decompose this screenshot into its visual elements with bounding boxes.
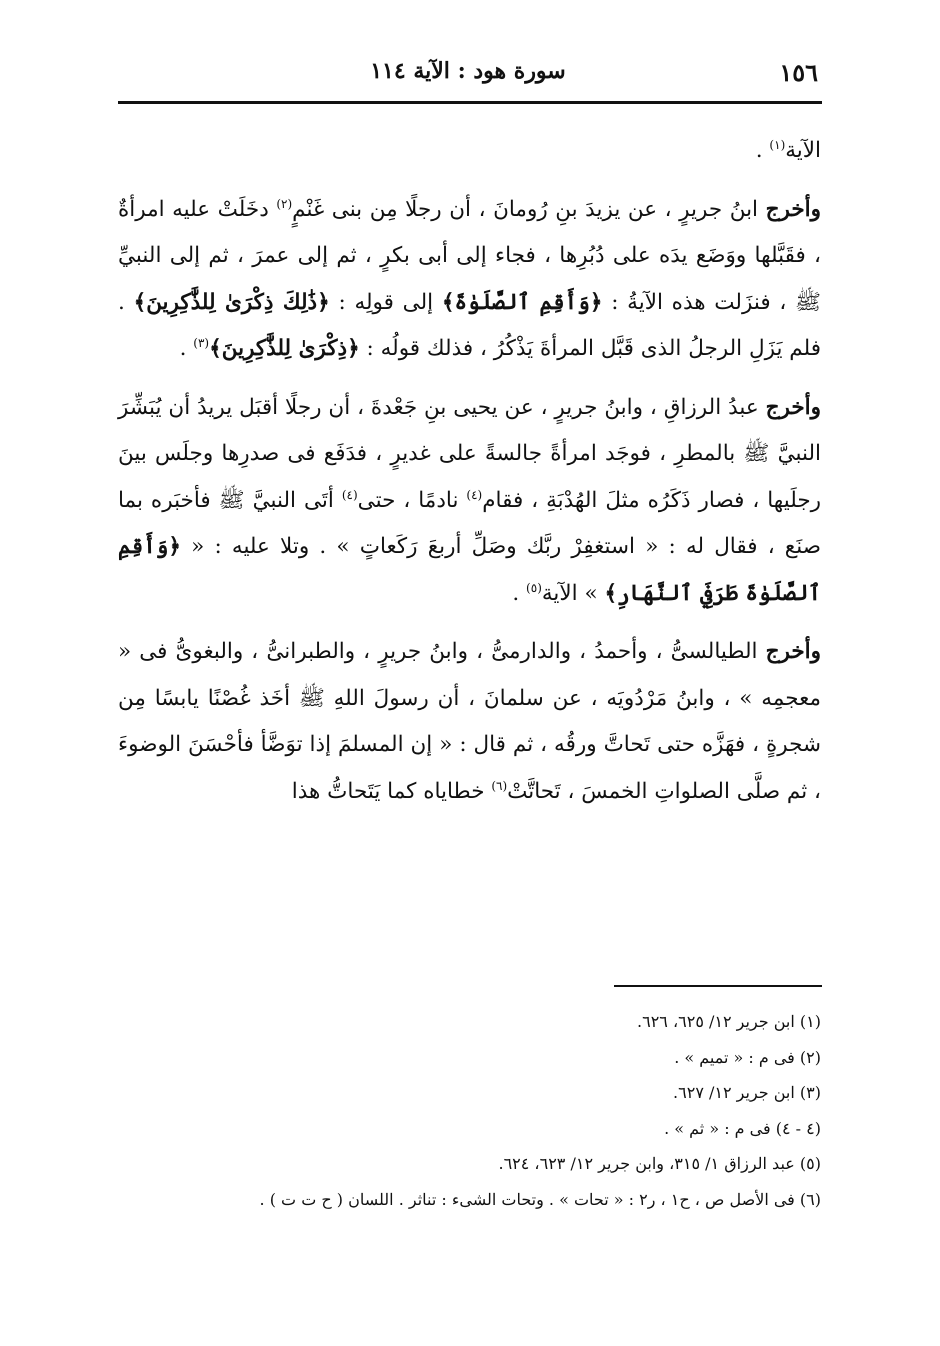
footnote-ref: (٢) [276,196,293,211]
footnote-ref: (١) [769,137,786,152]
text: دخَلَتْ عليه امرأةٌ ، فقَبَّلها ووَضَع يدَه على دُبُرِها ، فجاء إلى أبى بكرٍ ، ثم إلى عمرَ ، ثم إلى النبيِّ ﷺ ، فنزَلت هذه الآيةُ : [118,196,821,315]
footnote-4: (٤ - ٤) فى م : « ثم » . [664,1118,821,1138]
paragraph-3 [118,385,821,618]
footnote-1: (١) ابن جرير ١٢/ ٦٢٥، ٦٢٦. [637,1012,821,1031]
footnote-5: (٥) عبد الرزاق ١/ ٣١٥، وابن جرير ١٢/ ٦٢٣، ٦٢٤. [498,1154,821,1173]
footnotes [118,1004,821,1217]
text: خطاياه كما يَتَحاتُّ هذا [291,778,492,804]
footnote-2: (٢) فى م : « تميم » . [674,1047,821,1067]
text: . فلم يَزَلِ الرجلُ الذى قَبَّل المرأةَ يَذْكُرُ ، فذلك قولُه : [118,289,821,361]
footnote-6: (٦) فى الأصل ص ، ح١ ، ر٢ : « تحات » . وتحات الشىء : تناثر . اللسان ( ح ت ت ) . [259,1189,821,1209]
paragraph-4 [118,629,821,815]
text: الطيالسىُّ ، وأحمدُ ، والدارمىُّ ، وابنُ جريرٍ ، والطبرانىُّ ، والبغوىُّ فى « معجمِه » ، وابنُ مَرْدُويَه ، عن سلمانَ ، أن رسولَ اللهِ ﷺ أخَذ غُصْنًا يابسًا مِن شجرةٍ ، فهَزَّه حتى تَحاتَّ ورقُه ، ثم قال : « إن المسلمَ إذا توَضَّأ فأحْسَنَ الوضوءَ ، ثم صلَّى الصلواتِ الخمسَ ، تَحاتَّتْ [118,639,821,804]
paragraph-1 [118,128,821,175]
header-rule [118,101,822,104]
text: . [755,138,770,163]
text: أتَى النبيَّ ﷺ فأخبَره بما صنَع ، فقال له : « استغفِرْ ربَّك وصَلِّ أربعَ رَكَعاتٍ » . وتلا عليه : « [118,487,821,559]
footnote-ref: (٤) [466,487,483,502]
footnote-ref: (٦) [491,778,508,793]
footnote-ref: (٣) [193,335,210,350]
lead-word: وأخرج [765,639,821,664]
running-title: سورة هود : الآية ١١٤ [370,58,566,84]
quran-quote: ﴿وَأَقِمِ ٱلصَّلَوٰةَ﴾ [441,289,603,315]
lead-word: وأخرج [765,394,821,420]
quran-quote: ﴿ذَٰلِكَ ذِكْرَىٰ لِلذَّٰكِرِينَ﴾ [133,289,330,315]
page-number: ١٥٦ [779,58,818,87]
paragraph-2 [118,187,821,373]
quran-quote: ﴿وَأَقِمِ ٱلصَّلَوٰةَ طَرَفَيِ ٱلنَّهَارِ﴾ [118,534,821,606]
quran-quote: ﴿ذِكْرَىٰ لِلذَّٰكِرِينَ﴾ [209,336,360,361]
main-text [118,128,821,815]
page-header [118,52,818,96]
text: » الآية [541,580,605,606]
text: إلى قولِه : [329,289,442,315]
lead-word: وأخرج [765,196,821,222]
footnote-rule [614,985,822,987]
footnote-3: (٣) ابن جرير ١٢/ ٦٢٧. [673,1083,821,1102]
text: ابنُ جريرٍ ، عن يزيدَ بنِ رُومانَ ، أن رجلًا مِن بنى غَنْمٍ [292,196,766,222]
footnote-ref: (٤) [341,487,358,502]
text: نادمًا ، حتى [357,487,467,513]
text: . [512,580,527,606]
footnote-ref: (٥) [526,580,542,595]
text: . [179,336,194,361]
text: عبدُ الرزاقِ ، وابنُ جريرٍ ، عن يحيى بنِ جَعْدةَ ، أن رجلًا أقبَل يريدُ أن يُبَشِّرَ النبيَّ ﷺ بالمطرِ ، فوجَد امرأةً جالسةً على غديرٍ ، فدَفَع فى صدرِها وجلَس بينَ رجلَيها ، فصار ذَكَرُه مثلَ الهُدْبَةِ ، فقام [118,394,821,513]
text: الآية [785,138,821,163]
